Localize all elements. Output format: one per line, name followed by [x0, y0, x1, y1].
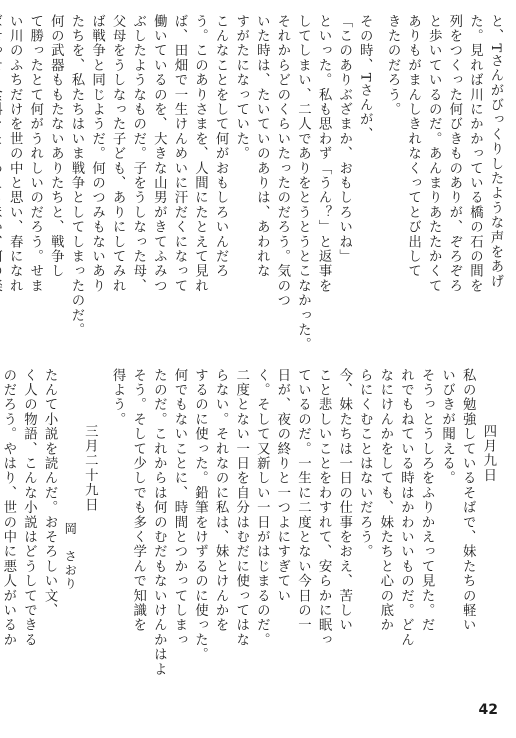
text-line: そうっとうしろをふりかえって見た。だ [419, 368, 435, 633]
text-line: こと悲しいことをわすれて、安らかに眠っ [316, 368, 332, 648]
text-line: 得よう。 [110, 368, 126, 427]
text-line: そう。そして少しでも多く学んで知識を [130, 368, 146, 633]
date-heading: 三月二十九日 [82, 424, 98, 513]
text-line [0, 14, 1, 354]
text-line: 今、妹たちは一日の仕事をおえ、苦しい [336, 368, 352, 633]
text-line: 二度とない一日を自分はむだに使ってはな [233, 368, 249, 648]
text-line: く。そして又新しい一日がはじまるのだ。 [254, 368, 270, 648]
text-line: れでもねている時はかわいいものだ。どん [398, 368, 414, 648]
text-line: い川のふちだけを世の中と思い、春になれ [7, 14, 23, 294]
text-line: 「このありぶざまか、おもしろいね」 [336, 14, 352, 264]
text-line: 何の武器ももたないありたちと、戦争し [48, 14, 64, 279]
text-line: ているのだ。一生に二度とない今日の一 [295, 368, 311, 633]
text-line: 列をつくった何びきものありが、ぞろぞろ [446, 14, 462, 294]
text-line: きたのだろう。 [385, 14, 401, 117]
text-line: なにけんかをしても、妹たちと心の底か [377, 368, 393, 633]
text-line: その時、Tさんが、 [357, 14, 373, 142]
text-line: たんて小説を読んだ。おそろしい文、 [42, 368, 58, 618]
text-line: 父母をうしなった子ども、ありにしてみれ [110, 14, 126, 294]
page-number: 42 [478, 702, 498, 718]
text-line: たのだ。これからは何のむだもないけんかはよ [151, 368, 167, 677]
text-line: たちを、私たちはいま戦争としてしまったのだ。 [68, 14, 84, 338]
upper-text-block [7, 14, 503, 354]
text-line: するのに使った。鉛筆をけずるのに使った。 [192, 368, 208, 662]
text-line: それからどのくらいたったのだろう。気のつ [274, 14, 290, 308]
text-line: らにくむことはないだろう。 [357, 368, 373, 560]
text-line: ば、田畑で一生けんめいに汗だくになって [171, 14, 187, 294]
text-line: してしまい、二人でありをとうとうとこなかった。 [295, 14, 311, 353]
text-line: いびきが聞える。 [439, 368, 455, 486]
text-line: と、Tさんがびっくりしたような声をあげ [488, 14, 503, 289]
author-name: 岡 さおり [62, 522, 78, 591]
text-line: ありもがまんしきれなくってとび出して [405, 14, 421, 279]
date-heading: 四月九日 [480, 424, 496, 483]
text-line: といった。私も思わず「うん？」と返事を [316, 14, 332, 294]
text-line: 私の勉強しているそばで、妹たちの軽い [460, 368, 476, 633]
text-line: のだろう。やはり、世の中に悪人がいるか [0, 368, 16, 648]
text-line: ぶしたようなものだ。子をうしなった母、 [130, 14, 146, 294]
text-line: た。見れば川にかかっている橋の石の間を [467, 14, 483, 294]
text-line: て勝ったとて何がうれしいのだろう。せま [27, 14, 43, 294]
text-line: く人の物語、こんな小説はどうしてできる [21, 368, 37, 648]
text-line: いた時は、たいていのありは、あわれな [254, 14, 270, 279]
text-line: と歩いているのだ。あんまりあたたかくて [426, 14, 442, 294]
text-line: ば戦争と同じようだ。何のつみもないあり [89, 14, 105, 294]
text-line: こんなことをして何がおもしろいんだろ [213, 14, 229, 279]
text-line: らない。それなのに私は、妹とけんかを [213, 368, 229, 633]
text-line: 日が、夜の終りと一つよにすぎてい [274, 368, 290, 604]
text-line: すがたになっていた。 [233, 14, 249, 161]
text-line: 働いているのを、大きな山男がきてふみつ [151, 14, 167, 294]
text-line: う。このありさまを、人間にたとえて見れ [192, 14, 208, 294]
text-line: 何でもないことに、時間とつかってしまっ [171, 368, 187, 648]
lower-text-block [0, 368, 502, 708]
